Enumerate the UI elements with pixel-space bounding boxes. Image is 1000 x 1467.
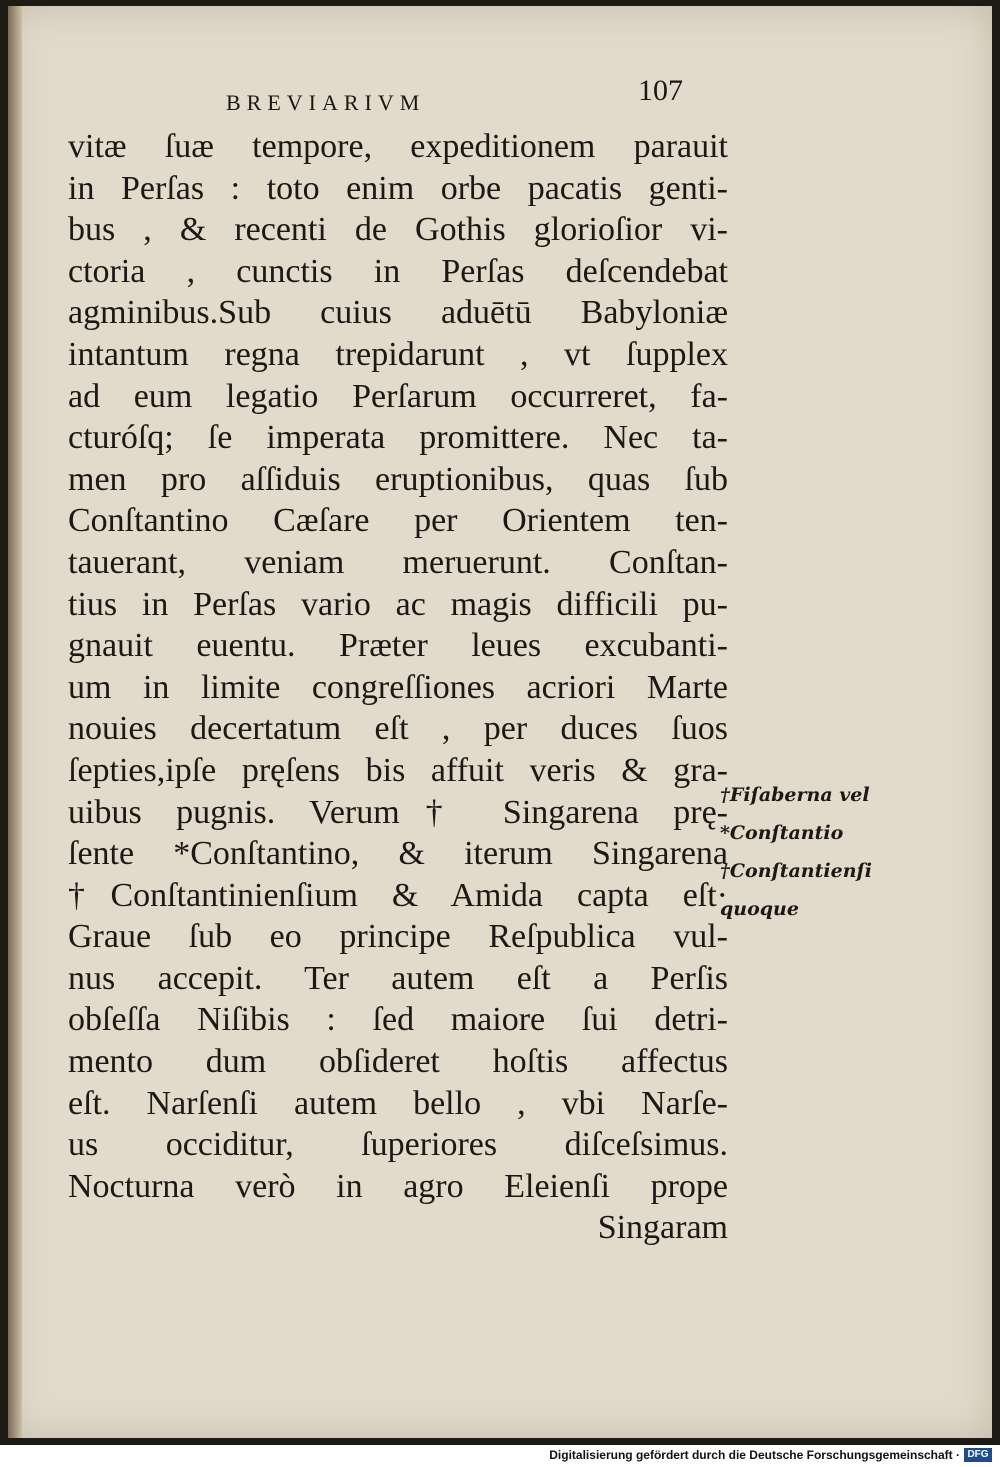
text-line: Nocturna verò in agro Eleienſi prope xyxy=(68,1167,728,1205)
running-head: BREVIARIVM xyxy=(226,90,426,115)
text-line: eſt. Narſenſi autem bello , vbi Narſe- xyxy=(68,1084,728,1122)
text-line: intantum regna trepidarunt , vt ſupplex xyxy=(68,335,728,373)
text-line: ſepties,ipſe pręſens bis affuit veris & gra- xyxy=(68,751,728,789)
margin-note: †Conſtantienſi xyxy=(720,860,872,882)
catchword: Singaram xyxy=(597,1209,728,1247)
margin-note: quoque xyxy=(720,898,799,920)
page-number: 107 xyxy=(638,74,683,107)
text-line: Graue ſub eo principe Reſpublica vul- xyxy=(68,918,728,956)
text-line: vitæ ſuæ tempore, expeditionem parauit xyxy=(68,128,728,165)
margin-notes xyxy=(720,776,920,928)
text-line: agminibus.Sub cuius aduētū Babyloniæ xyxy=(68,294,728,332)
book-page xyxy=(8,6,992,1438)
text-line: us occiditur, ſuperiores diſceſsimus. xyxy=(68,1126,728,1164)
margin-note: *Conſtantio xyxy=(720,822,844,844)
text-line: uibus pugnis. Verum† Singarena prę- xyxy=(68,793,728,831)
page-gutter xyxy=(8,6,22,1438)
text-line: mento dum obſideret hoſtis affectus xyxy=(68,1043,728,1081)
body-text xyxy=(68,126,728,1249)
text-line: ſente *Conſtantino, & iterum Singarena xyxy=(68,835,728,873)
text-line: ad eum legatio Perſarum occurreret, fa- xyxy=(68,377,728,415)
text-line: nus accepit. Ter autem eſt a Perſis xyxy=(68,959,728,997)
text-line: gnauit euentu. Præter leues excubanti- xyxy=(68,627,728,665)
text-line: tauerant, veniam meruerunt. Conſtan- xyxy=(68,543,728,581)
text-line: obſeſſa Niſibis : ſed maiore ſui detri- xyxy=(68,1001,728,1039)
text-line: bus , & recenti de Gothis glorioſior vi- xyxy=(68,211,728,249)
text-line: um in limite congreſſiones acriori Marte xyxy=(68,668,728,706)
text-line: Conſtantino Cæſare per Orientem ten- xyxy=(68,502,728,540)
text-line: tius in Perſas vario ac magis difficili pu- xyxy=(68,585,728,623)
text-line: in Perſas : toto enim orbe pacatis genti- xyxy=(68,169,728,207)
dfg-logo: DFG xyxy=(964,1448,992,1462)
text-line: men pro aſſiduis eruptionibus, quas ſub xyxy=(68,460,728,498)
margin-note: †Fiſaberna vel xyxy=(720,784,870,806)
text-line: cturóſq; ſe imperata promittere. Nec ta- xyxy=(68,419,728,457)
text-line: nouies decertatum eſt , per duces ſuos xyxy=(68,710,728,748)
footer-bar xyxy=(0,1445,1000,1467)
text-line: ctoria , cunctis in Perſas deſcendebat xyxy=(68,252,728,290)
footer-credit: Digitalisierung gefördert durch die Deutsche Forschungsgemeinschaft · xyxy=(549,1448,960,1462)
text-line: †Conſtantinienſium & Amida capta eſt· xyxy=(68,876,728,914)
